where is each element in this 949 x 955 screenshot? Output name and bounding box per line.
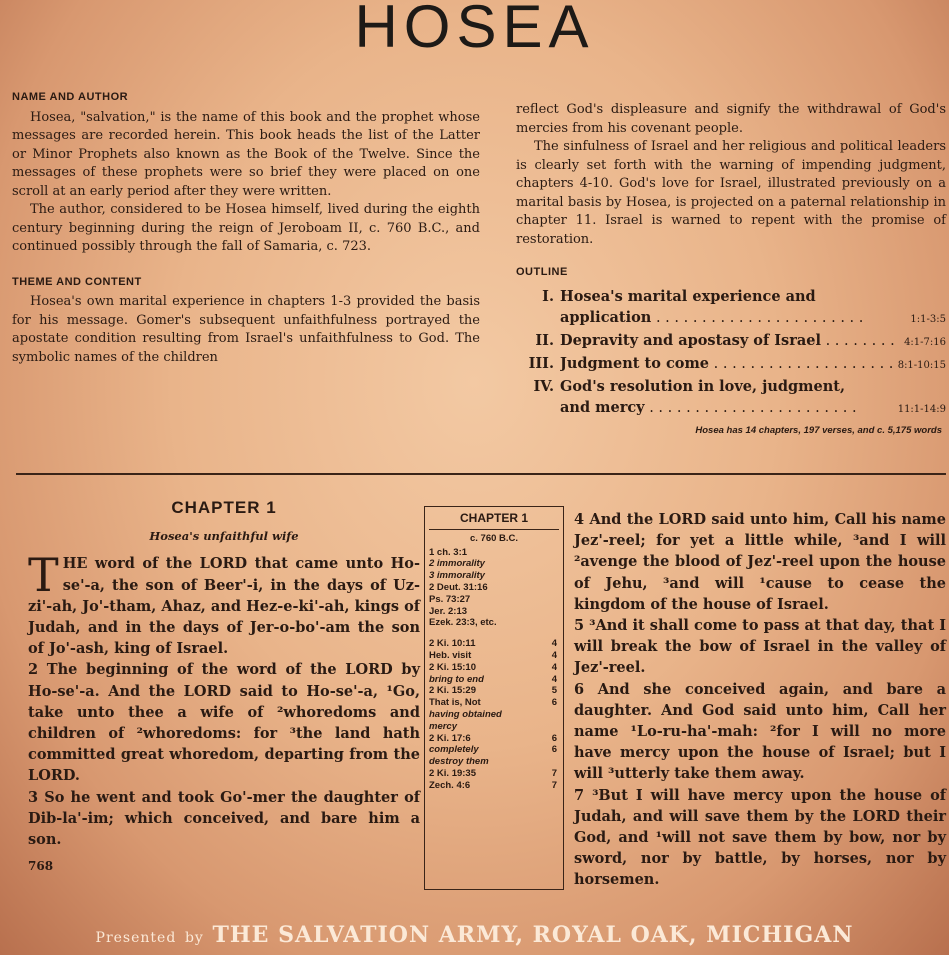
outline-item — [516, 330, 946, 353]
verse-ref-number — [557, 547, 559, 559]
cross-reference-text: 2 Ki. 15:10 — [429, 661, 476, 673]
verse-2: 2 The beginning of the word of the LORD by Ho-se'-a. And the LORD said to Ho-se'-a, ¹Go, take unto thee a wife of ²whoredoms and children of ²whoredoms: for ³the land hath committed great whoredom, departing from the LORD. — [28, 661, 420, 785]
intro-right-column — [516, 101, 946, 440]
book-stats: Hosea has 14 chapters, 197 verses, and c. 5,175 words — [695, 424, 942, 436]
cross-reference-row — [429, 709, 559, 721]
cross-reference-row — [429, 547, 559, 559]
chapter-title: CHAPTER 1 — [171, 498, 277, 517]
cross-reference-text: 1 ch. 3:1 — [429, 546, 468, 558]
cross-reference-row — [429, 606, 559, 618]
name-author-paragraph-1: Hosea, "salvation," is the name of this book and the prophet whose messages are recorded herein. This book heads the list of the Latter or Minor Prophets also known as the Book of the Twelve. Since the messages of these prophets were so brief they were placed on one scroll at an early period after they were written. — [12, 109, 480, 199]
refs-group-1 — [429, 547, 559, 630]
theme-content-paragraph-3: The sinfulness of Israel and her religious and political leaders is clearly set forth with the warning of impending judgment, chapters 4-10. God's love for Israel, illustrated previously on a marital basis by Hosea, is projected on a paternal relationship in chapter 11. Israel is warned to repent with the promise of restoration. — [516, 139, 946, 247]
refs-group-2 — [429, 638, 559, 791]
outline-item-continued — [516, 307, 946, 330]
page-number: 768 — [28, 859, 54, 874]
verse-ref-number: 6 — [551, 697, 557, 709]
footer-by: by — [184, 930, 204, 946]
outline-item-ref: 4:1-7:16 — [904, 336, 946, 348]
cross-reference-row — [429, 780, 559, 792]
verse-7: 7 ³But I will have mercy upon the house of Judah, and will save them by the LORD their God, and ¹will not save them by bow, nor by sword, nor by battle, by horses, nor by horsemen. — [574, 786, 946, 889]
verse-ref-number — [557, 721, 559, 733]
footer-credit — [0, 922, 949, 948]
cross-reference-text: Zech. 4:6 — [429, 779, 471, 791]
cross-reference-row — [429, 638, 559, 650]
cross-reference-text: Ps. 73:27 — [429, 593, 471, 605]
cross-reference-text: Jer. 2:13 — [429, 605, 468, 617]
verse-ref-number — [557, 558, 559, 570]
refs-date: c. 760 B.C. — [469, 532, 519, 544]
outline-item-ref: 11:1-14:9 — [897, 403, 946, 415]
section-divider — [16, 473, 946, 475]
cross-reference-row — [429, 594, 559, 606]
outline-item-number: II. — [535, 331, 554, 349]
cross-reference-text: 2 Deut. 31:16 — [429, 581, 488, 593]
cross-reference-text: having obtained — [429, 708, 502, 720]
outline-item — [516, 353, 946, 376]
theme-content-heading: THEME AND CONTENT — [12, 275, 142, 288]
cross-reference-text: bring to end — [429, 673, 484, 685]
verse-ref-number — [557, 582, 559, 594]
cross-reference-text: 3 immorality — [429, 570, 485, 582]
verse-ref-number — [557, 570, 559, 582]
cross-reference-row — [429, 558, 559, 570]
outline-item-number: IV. — [533, 377, 554, 395]
cross-reference-text: Heb. visit — [429, 649, 472, 661]
cross-reference-column — [424, 506, 564, 890]
outline-item-number: III. — [528, 354, 554, 372]
verse-ref-number: 6 — [551, 732, 557, 744]
outline-item-ref: 8:1-10:15 — [897, 359, 946, 371]
outline-item-text: God's resolution in love, judgment, — [560, 377, 846, 395]
name-author-heading: NAME AND AUTHOR — [12, 91, 129, 103]
chapter-left-column — [28, 497, 420, 877]
verse-ref-number: 5 — [551, 685, 557, 697]
outline-item-text: Depravity and apostasy of Israel . . . — [560, 330, 900, 352]
verse-6: 6 And she conceived again, and bare a daughter. And God said unto him, Call her name ¹Lo-ru-ha'-mah: ²for I will no more have mercy upon the house of Israel; but I will ³utterly take them away. — [574, 680, 946, 783]
cross-reference-text: completely — [429, 744, 479, 756]
cross-reference-text: Ezek. 23:3, etc. — [429, 617, 497, 629]
cross-reference-text: 2 Ki. 15:29 — [429, 685, 476, 697]
chapter-subtitle: Hosea's unfaithful wife — [149, 529, 299, 544]
verse-1-text: HE word of the LORD that came unto Ho-se'-a, the son of Beer'-i, in the days of Uz-zi'-ah, Jo'-tham, Ahaz, and Hez-e-ki'-ah, kings of Judah, and in the days of Jer-o-bo'-am the son of Jo'-ash, king of Israel. — [28, 555, 420, 658]
cross-reference-text: 2 Ki. 17:6 — [429, 732, 471, 744]
cross-reference-row — [429, 685, 559, 697]
cross-reference-row — [429, 744, 559, 756]
name-author-paragraph-2: The author, considered to be Hosea himself, lived during the eighth century beginning during the reign of Jeroboam II, c. 760 B.C., and continued possibly through the fall of Samaria, c. 723. — [12, 202, 480, 254]
outline-list — [516, 286, 946, 420]
verse-ref-number — [557, 594, 559, 606]
cross-reference-row — [429, 674, 559, 686]
cross-reference-row — [429, 582, 559, 594]
cross-reference-text: That is, Not — [429, 697, 481, 709]
outline-item-continued — [516, 397, 946, 420]
verse-ref-number: 6 — [551, 744, 557, 756]
verse-ref-number — [557, 709, 559, 721]
verse-ref-number: 4 — [551, 649, 557, 661]
outline-item-text: and mercy . . . — [560, 397, 894, 419]
cross-reference-text: 2 immorality — [429, 558, 485, 570]
outline-item — [516, 286, 946, 307]
outline-heading: OUTLINE — [516, 266, 568, 278]
refs-header: CHAPTER 1 — [429, 513, 559, 530]
outline-item-text: application . . . — [560, 307, 906, 329]
cross-reference-text: 2 Ki. 19:35 — [429, 767, 476, 779]
cross-reference-row — [429, 617, 559, 629]
verse-ref-number: 4 — [551, 638, 557, 650]
outline-item-number: I. — [542, 287, 554, 305]
verse-ref-number: 7 — [551, 767, 557, 779]
theme-content-paragraph-2: reflect God's displeasure and signify the withdrawal of God's mercies from his covenant people. — [516, 102, 946, 136]
outline-item-text: Judgment to come . . . — [560, 353, 894, 375]
cross-reference-text: mercy — [429, 720, 457, 732]
outline-item-ref: 1:1-3:5 — [910, 313, 946, 325]
verse-3: 3 So he went and took Go'-mer the daughter of Dib-la'-im; which conceived, and bare him a son. — [28, 788, 420, 849]
outline-item-text: Hosea's marital experience and — [560, 287, 816, 305]
verse-ref-number — [557, 617, 559, 629]
verse-ref-number — [557, 606, 559, 618]
footer-presented: Presented — [95, 930, 177, 946]
theme-content-paragraph-1: Hosea's own marital experience in chapters 1-3 provided the basis for his message. Gomer's subsequent unfaithfulness portrayed the apostate condition resulting from Israel's unfaithfulness to God. The symbolic names of the children — [12, 294, 480, 365]
cross-reference-row — [429, 650, 559, 662]
verse-ref-number: 7 — [551, 779, 557, 791]
verse-4: 4 And the LORD said unto him, Call his name Jez'-reel; for yet a little while, ³and I will ²avenge the blood of Jez'-reel upon the house of Jehu, ³and will ¹cause to cease the kingdom of the house of Israel. — [574, 511, 946, 613]
footer-organization: THE SALVATION ARMY, ROYAL OAK, MICHIGAN — [212, 922, 854, 948]
cross-reference-text: 2 Ki. 10:11 — [429, 638, 476, 650]
verse-5: 5 ³And it shall come to pass at that day, that I will break the bow of Israel in the valley of Jez'-reel. — [574, 617, 946, 677]
intro-left-column — [12, 88, 480, 367]
cross-reference-text: destroy them — [429, 756, 489, 768]
cross-reference-row — [429, 721, 559, 733]
cross-reference-row — [429, 768, 559, 780]
cross-reference-row — [429, 570, 559, 582]
chapter-right-column — [574, 509, 946, 891]
verse-1 — [28, 548, 420, 659]
verse-ref-number — [557, 756, 559, 768]
verse-ref-number: 4 — [551, 673, 557, 685]
cross-reference-row — [429, 697, 559, 709]
book-title: HOSEA — [354, 0, 595, 60]
verse-ref-number: 4 — [551, 661, 557, 673]
outline-item — [516, 376, 946, 397]
cross-reference-row — [429, 756, 559, 768]
drop-cap: T — [28, 548, 59, 603]
cross-reference-row — [429, 733, 559, 745]
cross-reference-row — [429, 662, 559, 674]
